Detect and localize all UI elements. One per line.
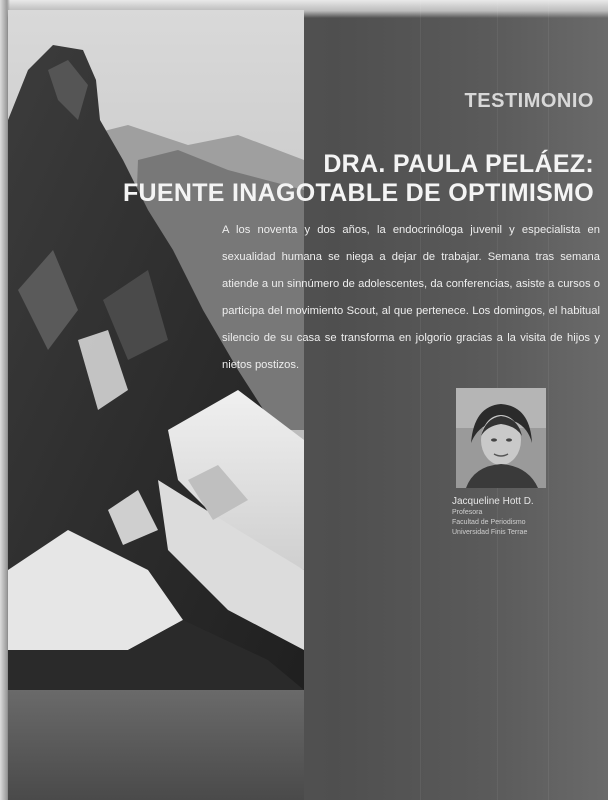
article-title-line-1: DRA. PAULA PELÁEZ: bbox=[323, 150, 594, 178]
caption-university: Universidad Finis Terrae bbox=[452, 529, 528, 536]
portrait-caption bbox=[452, 495, 572, 538]
scan-streak bbox=[548, 0, 549, 800]
section-label: TESTIMONIO bbox=[464, 90, 594, 112]
photo-shadow-base bbox=[8, 690, 304, 800]
scan-streak bbox=[420, 0, 421, 800]
portrait-photo bbox=[456, 388, 546, 488]
caption-name: Jacqueline Hott D. bbox=[452, 496, 534, 507]
caption-role: Profesora bbox=[452, 509, 483, 516]
article-body: A los noventa y dos años, la endocrinóloga juvenil y especialista en sexualidad humana se niega a dejar de trabajar. Semana tras semana atiende a un sinnúmero de adolescentes, da conferencias, asiste a cursos o participa del movimiento Scout, al que pertenece. Los domingos, el habitual silencio de su casa se transforma en jolgorio gracias a la visita de hijos y nietos postizos. bbox=[222, 224, 600, 371]
caption-faculty: Facultad de Periodismo bbox=[452, 519, 526, 526]
article-title-line-2: FUENTE INAGOTABLE DE OPTIMISMO bbox=[122, 179, 594, 207]
